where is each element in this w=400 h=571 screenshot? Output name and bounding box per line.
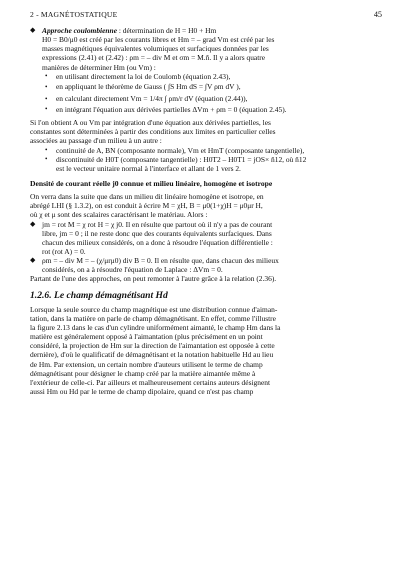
approche-item-3 <box>42 93 382 105</box>
sub-bullet-icon: • <box>45 82 48 91</box>
si-on-item-text: est le vecteur unitaire normal à l'interface et allant de 1 vers 2. <box>56 163 241 173</box>
si-on-item-2 <box>42 155 382 164</box>
section-line-3: la figure 2.13 dans le cas d'un cylindre uniformément aimanté, le champ Hm dans la <box>30 322 281 332</box>
section-line-7: de Hm. Par extension, un certain nombre d'auteurs utilisent le terme de champ <box>30 359 263 369</box>
approche-item-2 <box>42 81 382 93</box>
approche-item-4 <box>42 105 382 114</box>
section-line-2: tation, dans la matière on parle de champ démagnétisant. En effet, comme l'illustre <box>30 313 276 323</box>
si-on-item-text: continuité de A, BN (composante normale), Vm et HmT (composante tangentielle), <box>56 145 305 155</box>
densite-bullet-1-line: chacun des milieux considérés, on a donc à résoudre l'équation différentielle : <box>42 237 273 247</box>
chapter-title: 2 - MAGNÉTOSTATIQUE <box>30 10 118 19</box>
approche-item-text: en appliquant le théorème de Gauss ( ∫S Hm dS = ∫V ρm dV ), <box>56 81 241 91</box>
diamond-bullet-icon: ◆ <box>30 26 36 34</box>
approche-line-4: manières de déterminer Hm (ou Vm) : <box>42 62 156 72</box>
diamond-bullet-icon: ◆ <box>30 219 36 228</box>
approche-title-rest: : détermination de H = H0 + Hm <box>117 26 217 35</box>
sub-bullet-icon: • <box>45 71 48 80</box>
section-line-8: démagnétisant pour désigner le champ créé par la matière aimantée même à <box>30 368 256 378</box>
approche-title: Approche coulombienne <box>42 26 117 35</box>
densite-closing: Partant de l'une des approches, on peut remonter à l'autre grâce à la relation (2.36). <box>30 274 277 284</box>
section-line-9: l'extérieur de celle-ci. Par ailleurs et malheureusement certains auteurs désignent <box>30 377 271 387</box>
si-on-item-3 <box>42 164 382 173</box>
section-line-6: dernière), d'où le qualificatif de démagnétisant et la notation habituelle Hd au lieu <box>30 350 274 360</box>
si-on-line-2: constantes sont déterminées à partir des conditions aux limites en particulier celles <box>30 127 276 137</box>
sub-bullet-icon: • <box>45 154 48 163</box>
approche-item-text: en utilisant directement la loi de Coulomb (équation 2.43), <box>56 71 231 81</box>
approche-line-2: masses magnétiques équivalentes volumiques et surfaciques données par les <box>42 44 269 54</box>
sub-bullet-icon: • <box>45 145 48 154</box>
sub-bullet-icon: • <box>45 94 48 103</box>
section-line-10: aussi Hm ou Hd par le terme de champ dipolaire, quand ce n'est pas champ <box>30 387 254 396</box>
densite-bullet-1 <box>30 220 382 257</box>
densite-line-3: où χ et μ sont des scalaires caractérisant le matériau. Alors : <box>30 210 208 220</box>
page-number: 45 <box>373 10 382 19</box>
densite-bullet-1-line: rot (rot A) = 0. <box>42 246 86 256</box>
section-heading: 1.2.6. Le champ démagnétisant Hd <box>30 289 168 301</box>
densite-bullet-2 <box>30 256 382 274</box>
densite-line-2: abrégé LHI (§ 1.3.2), on est conduit à écrire M = χH, B = μ0(1+χ)H = μ0μr H, <box>30 201 263 211</box>
approche-item-text: en intégrant l'équation aux dérivées partielles ΔVm + ρm = 0 (équation 2.45). <box>56 104 287 114</box>
si-on-item-text: discontinuité de H0T (composante tangentielle) : H0T2 – H0T1 = jOS× n̂12, où n̂12 <box>56 154 307 164</box>
section-line-4: matière est généralement opposé à l'aimantation (plus précisément en un point <box>30 332 263 342</box>
approche-item-1 <box>42 72 382 81</box>
running-header <box>30 10 382 19</box>
si-on-item-1 <box>42 146 382 155</box>
densite-bullet-2-line: ρm = – div M = – (χ/μrμ0) div B = 0. Il en résulte que, dans chacun des milieux <box>42 256 279 266</box>
approche-item-text: en calculant directement Vm = 1/4π ∫ ρm/r dV (équation (2.44)), <box>56 93 248 103</box>
approche-line-3: expressions (2.41) et (2.42) : ρm = – div M et σm = M.n̂. Il y a alors quatre <box>42 53 266 63</box>
si-on-line-1: Si l'on obtient A ou Vm par intégration d'une équation aux dérivées partielles, les <box>30 118 271 128</box>
densite-bullet-1-line: jm = rot M = χ rot H = χ j0. Il en résulte que partout où il n'y a pas de courant <box>42 219 273 229</box>
section-line-1: Lorsque la seule source du champ magnétique est une distribution connue d'aiman- <box>30 304 278 314</box>
section-line-5: considéré, la projection de Hm sur la direction de l'aimantation est opposée à cette <box>30 341 275 351</box>
approche-line-1: H0 = B0/μ0 est créé par les courants libres et Hm = – grad Vm est créé par les <box>42 35 275 45</box>
densite-heading: Densité de courant réelle j0 connue et milieu linéaire, homogène et isotrope <box>30 179 273 189</box>
si-on-line-3: associées au passage d'un milieu à un autre : <box>30 136 162 146</box>
densite-bullet-2-line: considérés, on a à résoudre l'équation de Laplace : ΔVm = 0. <box>42 265 223 275</box>
densite-line-1: On verra dans la suite que dans un milieu dit linéaire homogène et isotrope, en <box>30 192 264 202</box>
densite-bullet-1-line: libre, jm = 0 ; il ne reste donc que des courants équivalents surfaciques. Dans <box>42 228 272 238</box>
approche-title-line <box>30 26 382 35</box>
diamond-bullet-icon: ◆ <box>30 256 36 265</box>
sub-bullet-icon: • <box>45 104 48 113</box>
